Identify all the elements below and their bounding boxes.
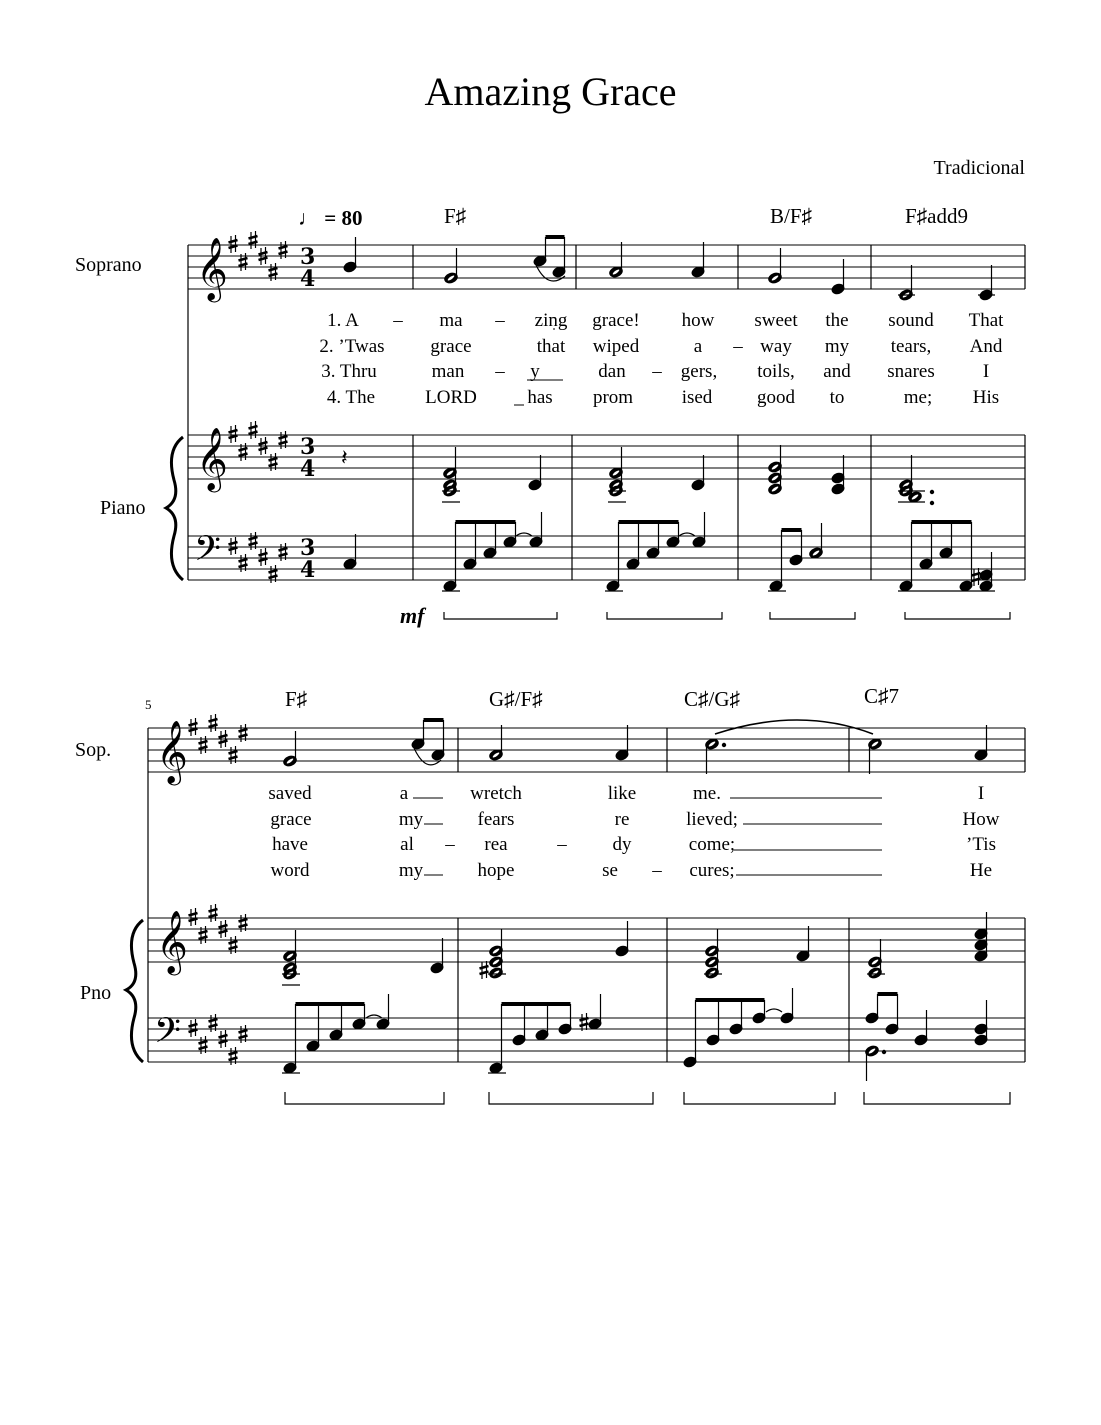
- lyric-syllable: and: [823, 361, 851, 382]
- quarter-note-icon: ♩: [298, 206, 319, 230]
- lyric-syllable: y: [530, 361, 540, 382]
- piano-instrument-label: Piano: [100, 497, 146, 519]
- lyric-syllable: hope: [477, 860, 515, 881]
- lyric-syllable: How: [962, 809, 1000, 830]
- lyric-syllable: lieved;: [686, 809, 738, 830]
- lyric-syllable: grace: [430, 336, 472, 357]
- lyric-syllable: a: [399, 783, 409, 804]
- chord-symbol: F♯add9: [905, 204, 968, 228]
- lyric-hyphen: –: [445, 834, 455, 855]
- lyric-syllable: has: [527, 387, 553, 408]
- svg-text:4: 4: [300, 456, 316, 482]
- piano-left-staff-system-1: [188, 512, 1025, 619]
- svg-text:3: 3: [300, 434, 316, 460]
- composer-credit: Tradicional: [933, 157, 1025, 179]
- lyric-syllable: al: [400, 834, 414, 855]
- piano-short-label: Pno: [80, 982, 112, 1004]
- chord-symbol: F♯: [444, 204, 467, 228]
- time-signature: [300, 535, 315, 583]
- lyric-syllable: word: [270, 860, 310, 881]
- lyric-syllable: way: [760, 336, 792, 357]
- chord-symbol: C♯7: [864, 684, 900, 708]
- lyric-syllable: a: [693, 336, 703, 357]
- lyric-hyphen: –: [495, 310, 505, 331]
- chord-symbol: F♯: [285, 687, 308, 711]
- lyric-hyphen: –: [733, 336, 743, 357]
- lyric-syllable: my: [398, 860, 424, 881]
- lyric-extenders: [514, 329, 563, 405]
- lyric-syllable: rea: [484, 834, 508, 855]
- lyric-syllable: dan: [598, 361, 626, 382]
- lyric-syllable: 2. ’Twas: [319, 336, 385, 357]
- lyric-syllable: toils,: [757, 361, 795, 382]
- lyric-hyphen: –: [393, 310, 403, 331]
- svg-text:3: 3: [300, 244, 316, 270]
- lyric-hyphen: –: [495, 361, 505, 382]
- lyric-syllable: come;: [688, 834, 736, 855]
- lyric-syllable: sound: [888, 310, 934, 331]
- bass-clef-icon: 𝄢: [154, 1010, 182, 1059]
- lyric-syllable: gers,: [680, 361, 718, 382]
- chord-symbol: C♯/G♯: [684, 687, 741, 711]
- lyric-syllable: ma: [439, 310, 463, 331]
- piano-left-staff-system-2: [148, 988, 1025, 1104]
- lyric-syllable: zing: [534, 310, 568, 331]
- pedal-brackets: [285, 1092, 1010, 1104]
- lyric-syllable: my: [398, 809, 424, 830]
- lyric-syllable: re: [614, 809, 630, 830]
- lyric-syllable: fears: [477, 809, 515, 830]
- quarter-rest-icon: 𝄽: [341, 446, 348, 471]
- lyric-syllable: wiped: [592, 336, 640, 357]
- dynamic-marking: mf: [400, 603, 425, 628]
- lyric-syllable: cures;: [689, 860, 735, 881]
- bass-clef-icon: 𝄢: [194, 528, 222, 577]
- lyric-syllable: His: [972, 387, 1000, 408]
- lyric-syllable: 3. Thru: [321, 361, 377, 382]
- lyric-hyphen: –: [652, 361, 662, 382]
- lyric-syllable: LORD: [425, 387, 477, 408]
- treble-clef-icon: 𝄞: [196, 237, 228, 300]
- lyric-syllable: man: [431, 361, 465, 382]
- soprano-notes: [343, 237, 995, 301]
- svg-text:3: 3: [300, 535, 316, 561]
- lyric-syllable: snares: [887, 361, 935, 382]
- piano-brace-system-2: [126, 920, 143, 1062]
- lyric-syllable: dy: [612, 834, 632, 855]
- svg-text:4: 4: [300, 557, 316, 583]
- lyric-syllable: me.: [693, 783, 721, 804]
- lyric-syllable: grace!: [592, 310, 640, 331]
- lyric-syllable: se: [602, 860, 618, 881]
- lyric-syllable: that: [536, 336, 566, 357]
- lyric-syllable: grace: [270, 809, 312, 830]
- chord-symbol: G♯/F♯: [489, 687, 543, 711]
- lyric-syllable: He: [969, 860, 993, 881]
- lyric-syllable: 1. A: [327, 310, 359, 331]
- treble-clef-icon: 𝄞: [156, 720, 188, 783]
- piano-brace-system-1: [166, 437, 183, 580]
- measure-number: 5: [145, 697, 152, 712]
- lyric-extenders: [413, 798, 882, 875]
- lyric-syllable: ised: [681, 387, 713, 408]
- song-title: Amazing Grace: [424, 69, 677, 114]
- lyric-syllable: I: [982, 361, 990, 382]
- lyric-syllable: me;: [903, 387, 933, 408]
- lyric-syllable: the: [825, 310, 849, 331]
- lyric-syllable: prom: [592, 387, 634, 408]
- lyric-syllable: saved: [268, 783, 312, 804]
- lyric-syllable: my: [824, 336, 850, 357]
- lyric-syllable: good: [757, 387, 795, 408]
- soprano-staff-system-2: [148, 714, 1025, 1062]
- lyric-syllable: sweet: [754, 310, 798, 331]
- lyric-syllable: I: [977, 783, 985, 804]
- time-signature: [300, 244, 315, 292]
- lyric-syllable: have: [272, 834, 308, 855]
- lyric-syllable: like: [607, 783, 637, 804]
- soprano-short-label: Sop.: [75, 739, 112, 761]
- lyric-syllable: to: [829, 387, 845, 408]
- piano-lh-notes: [282, 988, 988, 1081]
- lyric-syllable: how: [681, 310, 715, 331]
- soprano-staff-system-1: [188, 231, 1025, 405]
- lyric-syllable: tears,: [890, 336, 932, 357]
- lyric-syllable: wretch: [470, 783, 522, 804]
- treble-clef-icon: 𝄞: [156, 910, 188, 973]
- lyric-syllable: That: [968, 310, 1004, 331]
- soprano-instrument-label: Soprano: [75, 254, 142, 276]
- piano-rh-notes: [282, 912, 988, 985]
- chord-symbol: B/F♯: [770, 204, 813, 228]
- treble-clef-icon: 𝄞: [196, 427, 228, 490]
- lyric-syllable: 4. The: [326, 387, 376, 408]
- lyric-hyphen: –: [652, 860, 662, 881]
- time-signature: [300, 434, 315, 482]
- piano-rh-notes: [442, 445, 934, 505]
- tempo-value: = 80: [324, 206, 363, 230]
- svg-text:4: 4: [300, 266, 316, 292]
- lyric-hyphen: –: [557, 834, 567, 855]
- piano-right-staff-system-2: [148, 904, 1025, 1062]
- lyric-syllable: ’Tis: [966, 834, 996, 855]
- pedal-brackets: [444, 612, 1010, 619]
- lyric-syllable: And: [969, 336, 1003, 357]
